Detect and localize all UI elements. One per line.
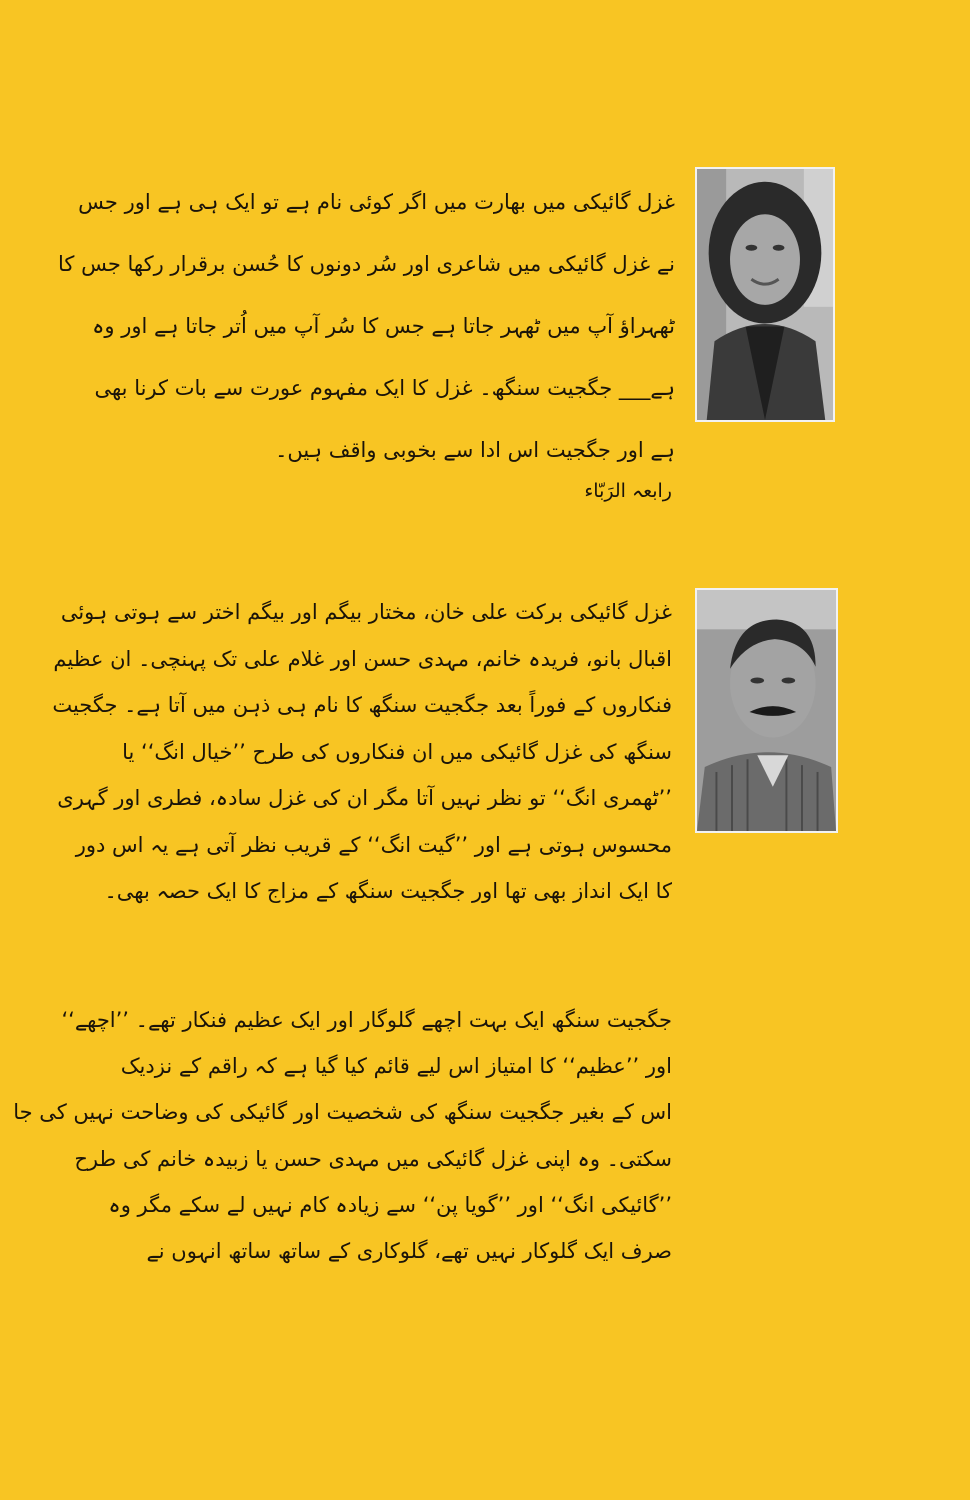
text-line: کا ایک انداز بھی تھا اور جگجیت سنگھ کے مزاج کا ایک حصہ بھی۔ (104, 879, 672, 903)
author-signature: رابعہ الرَبّاء (584, 480, 672, 502)
text-line: نے غزل گائیکی میں شاعری اور سُر دونوں کا حُسن برقرار رکھا جس کا (58, 252, 675, 276)
text-line: فنکاروں کے فوراً بعد جگجیت سنگھ کا نام ہی ذہن میں آتا ہے۔ جگجیت (52, 693, 672, 717)
text-line: غزل گائیکی میں بھارت میں اگر کوئی نام ہے تو ایک ہی ہے اور جس (78, 190, 675, 214)
portrait-woman-image (697, 169, 833, 420)
text-line: ہے___ جگجیت سنگھ۔ غزل کا ایک مفہوم عورت سے بات کرنا بھی (94, 376, 675, 400)
text-line: سنگھ کی غزل گائیکی میں ان فنکاروں کی طرح ’’خیال انگ‘‘ یا (122, 739, 672, 764)
text-line: اقبال بانو، فریدہ خانم، مہدی حسن اور غلام علی تک پہنچی۔ ان عظیم (53, 646, 672, 671)
author-photo-second (695, 588, 838, 833)
continuation-paragraph (13, 1000, 672, 1277)
portrait-man-image (697, 590, 836, 831)
text-line: سکتی۔ وہ اپنی غزل گائیکی میں مہدی حسن یا زبیدہ خانم کی طرح (74, 1146, 672, 1171)
text-line: ’’گائیکی انگ‘‘ اور ’’گویا پن‘‘ سے زیادہ کام نہیں لے سکے مگر وہ (108, 1192, 672, 1217)
intro-paragraph (58, 182, 675, 492)
text-line: ہے اور جگجیت اس ادا سے بخوبی واقف ہیں۔ (275, 438, 675, 462)
text-line: اس کے بغیر جگجیت سنگھ کی شخصیت اور گائیکی کی وضاحت نہیں کی جا (13, 1100, 672, 1125)
text-line: جگجیت سنگھ ایک بہت اچھے گلوگار اور ایک عظیم فنکار تھے۔ ’’اچھے‘‘ (61, 1008, 672, 1032)
text-line: محسوس ہوتی ہے اور ’’گیت انگ‘‘ کے قریب نظر آتی ہے یہ اس دور (75, 832, 672, 857)
text-line: ٹھہراؤ آپ میں ٹھہر جاتا ہے جس کا سُر آپ میں اُتر جاتا ہے اور وہ (92, 314, 675, 338)
author-photo-rabia (695, 167, 835, 422)
text-line: اور ’’عظیم‘‘ کا امتیاز اس لیے قائم کیا گیا ہے کہ راقم کے نزدیک (120, 1054, 672, 1079)
main-paragraph (52, 592, 672, 918)
text-line: ’’ٹھمری انگ‘‘ تو نظر نہیں آتا مگر ان کی غزل سادہ، فطری اور گہری (57, 786, 672, 810)
text-line: غزل گائیکی برکت علی خان، مختار بیگم اور بیگم اختر سے ہوتی ہوئی (60, 600, 672, 624)
text-line: صرف ایک گلوکار نہیں تھے، گلوکاری کے ساتھ ساتھ انہوں نے (146, 1238, 672, 1263)
